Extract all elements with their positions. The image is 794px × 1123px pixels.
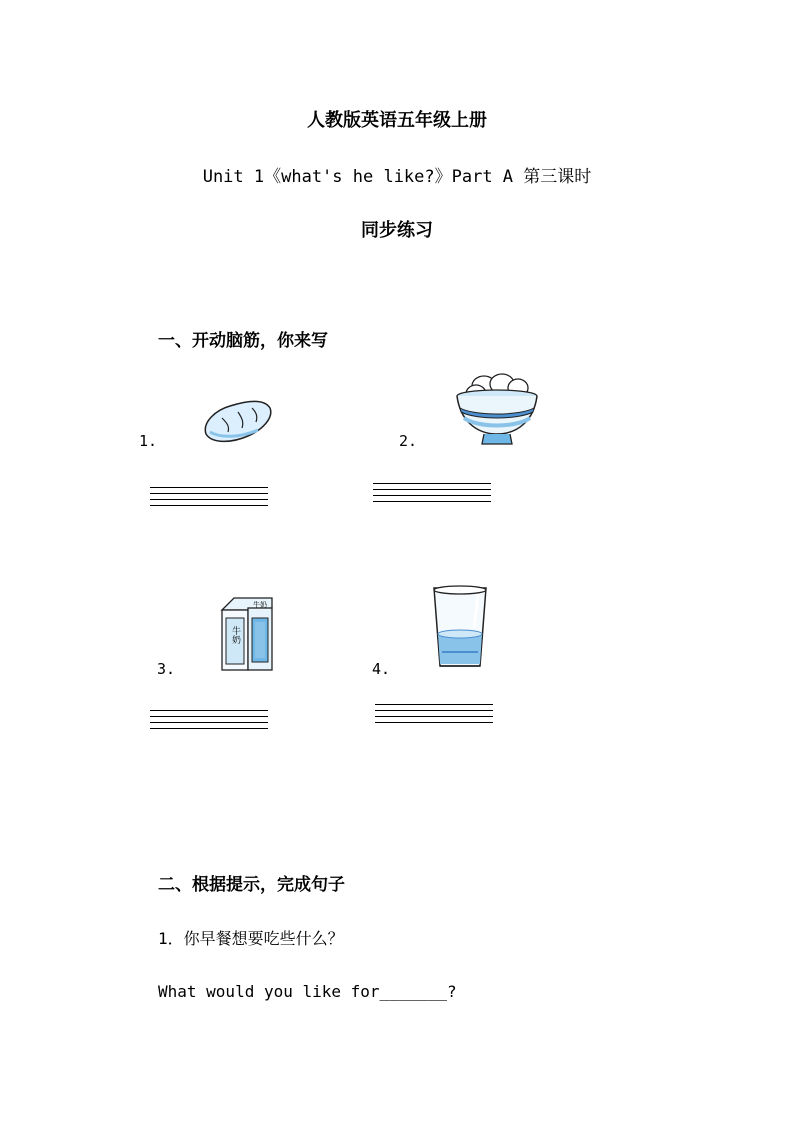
item-3-number: 3. — [157, 660, 176, 678]
item-1-number: 1. — [139, 432, 158, 450]
bowl-of-eggs-icon — [454, 372, 540, 454]
question-1-english: What would you like for_______? — [158, 982, 457, 1001]
answer-lines-4 — [375, 704, 493, 728]
carton-label-top: 牛奶 — [253, 601, 267, 609]
section-2-heading: 二、根据提示，完成句子 — [158, 875, 345, 895]
page-subtitle-2: 同步练习 — [361, 220, 433, 241]
item-4-number: 4. — [372, 660, 391, 678]
bread-icon — [200, 396, 274, 450]
answer-lines-2 — [373, 483, 491, 507]
question-1-chinese: 1．你早餐想要吃些什么？ — [158, 929, 344, 948]
item-2-number: 2. — [399, 432, 418, 450]
page-subtitle: Unit 1《what's he like?》Part A 第三课时 — [202, 167, 592, 187]
milk-carton-icon — [218, 596, 276, 676]
carton-label-side: 牛奶 — [230, 626, 240, 644]
answer-lines-3 — [150, 710, 268, 734]
section-1-heading: 一、开动脑筋，你来写 — [158, 331, 328, 351]
answer-lines-1 — [150, 487, 268, 511]
page-title: 人教版英语五年级上册 — [307, 110, 487, 131]
glass-of-water-icon — [428, 584, 492, 678]
